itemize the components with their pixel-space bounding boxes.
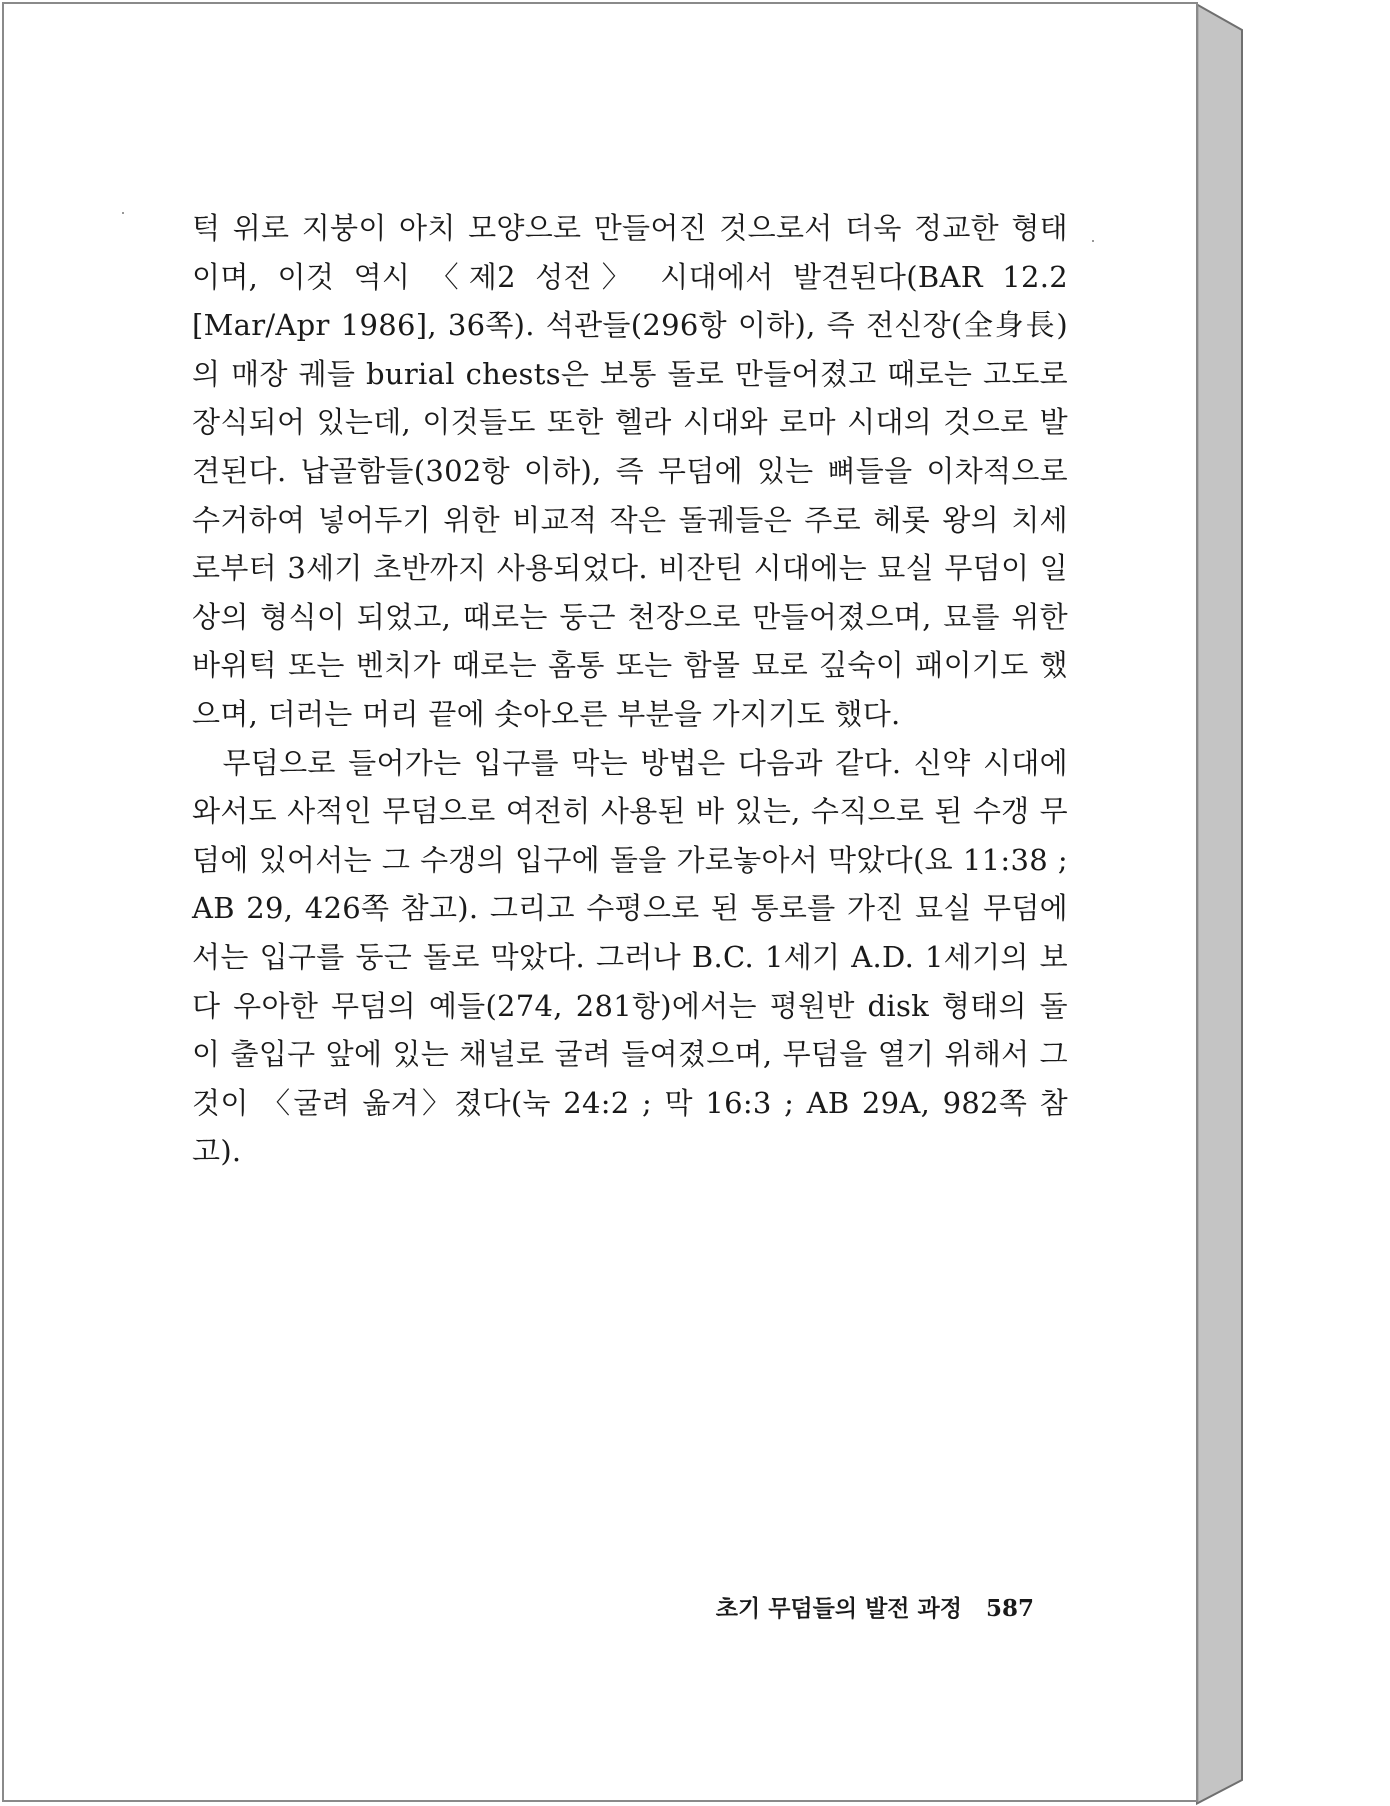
book-page — [2, 2, 1198, 1802]
speck-mark — [122, 212, 124, 214]
book-spine-edge — [1196, 0, 1246, 1806]
body-paragraph-1: 턱 위로 지붕이 아치 모양으로 만들어진 것으로서 더욱 정교한 형태이며, 이것 역시 〈제2 성전〉 시대에서 발견된다(BAR 12.2 [Mar/Apr 1986], 36쪽). 석관들(296항 이하), 즉 전신장(全身長)의 매장 궤들 burial chests은 보통 돌로 만들어졌고 때로는 고도로 장식되어 있는데, 이것들도 또한 헬라 시대와 로마 시대의 것으로 발견된다. 납골함들(302항 이하), 즉 무덤에 있는 뼈들을 이차적으로 수거하여 넣어두기 위한 비교적 작은 돌궤들은 주로 헤롯 왕의 치세로부터 3세기 초반까지 사용되었다. 비잔틴 시대에는 묘실 무덤이 일상의 형식이 되었고, 때로는 둥근 천장으로 만들어졌으며, 묘를 위한 바위턱 또는 벤치가 때로는 홈통 또는 함몰 묘로 깊숙이 패이기도 했으며, 더러는 머리 끝에 솟아오른 부분을 가지기도 했다. — [192, 211, 1068, 731]
running-footer — [704, 1590, 1034, 1623]
body-paragraph-2: 무덤으로 들어가는 입구를 막는 방법은 다음과 같다. 신약 시대에 와서도 사적인 무덤으로 여전히 사용된 바 있는, 수직으로 된 수갱 무덤에 있어서는 그 수갱의 입구에 돌을 가로놓아서 막았다(요 11:38 ; AB 29, 426쪽 참고). 그리고 수평으로 된 통로를 가진 묘실 무덤에서는 입구를 둥근 돌로 막았다. 그러나 B.C. 1세기 A.D. 1세기의 보다 우아한 무덤의 예들(274, 281항)에서는 평원반 disk 형태의 돌이 출입구 앞에 있는 채널로 굴려 들여졌으며, 무덤을 열기 위해서 그것이 〈굴려 옮겨〉졌다(눅 24:2 ; 막 16:3 ; AB 29A, 982쪽 참고). — [192, 745, 1068, 1169]
speck-mark — [1092, 240, 1094, 242]
running-title: 초기 무덤들의 발전 과정 — [715, 1596, 962, 1622]
page-number: 587 — [985, 1595, 1034, 1622]
spine-face — [1196, 4, 1242, 1804]
page-body — [192, 204, 1068, 1176]
